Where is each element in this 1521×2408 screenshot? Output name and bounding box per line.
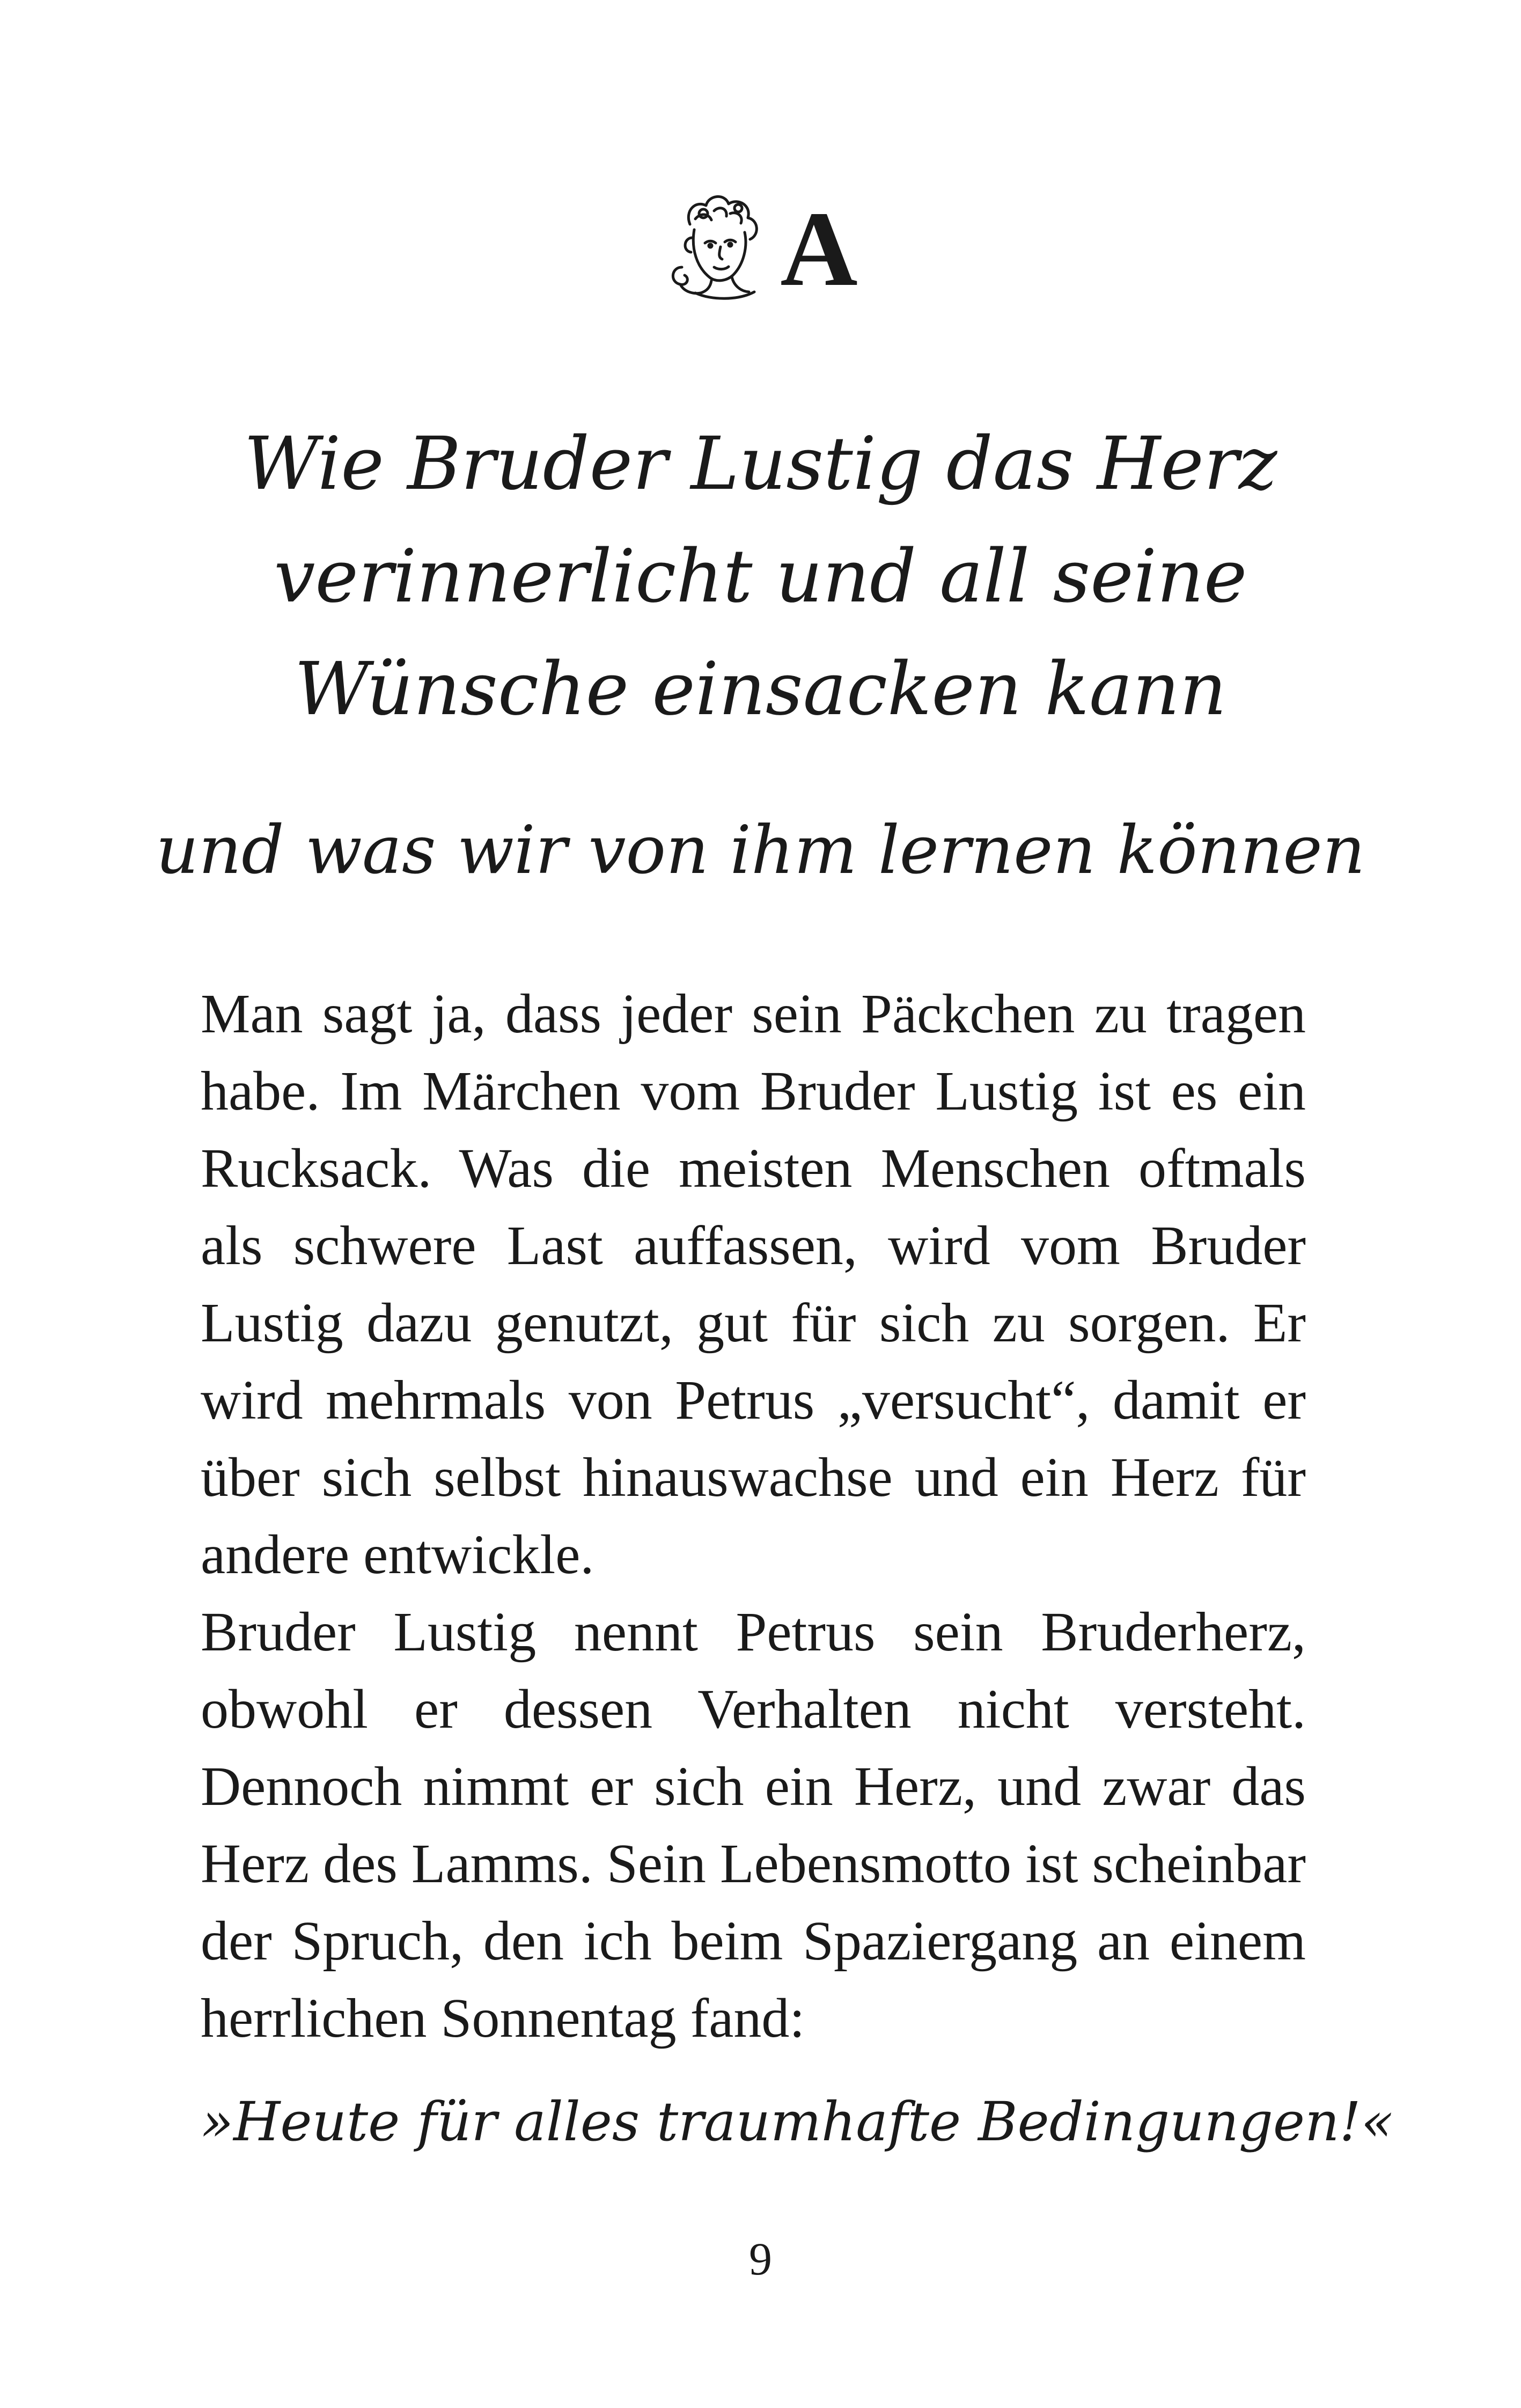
motto-quote: »Heute für alles traumhafte Bedingungen!« bbox=[201, 2090, 1394, 2153]
chapter-title-line: verinnerlicht und all seine bbox=[274, 534, 1247, 619]
section-letter: A bbox=[780, 190, 858, 309]
chapter-subtitle: und was wir von ihm lernen können bbox=[156, 812, 1365, 889]
chapter-title bbox=[0, 408, 1521, 746]
chapter-title-line: Wünsche einsacken kann bbox=[294, 647, 1227, 732]
portrait-vignette-icon bbox=[663, 187, 770, 302]
body-text bbox=[201, 975, 1306, 2057]
page-number: 9 bbox=[749, 2233, 772, 2285]
paragraph: Bruder Lustig nennt Petrus sein Bruderherz, obwohl er dessen Verhalten nicht versteht. Dennoch nimmt er sich ein Herz, und zwar das Herz des Lamms. Sein Lebensmotto ist scheinbar der Spruch, den ich beim Spaziergang an einem herrlichen Sonnentag fand: bbox=[201, 1601, 1306, 2049]
paragraph: Man sagt ja, dass jeder sein Päckchen zu tragen habe. Im Märchen vom Bruder Lustig ist es ein Rucksack. Was die meisten Menschen oftmals als schwere Last auffassen, wird vom Bruder Lustig dazu genutzt, gut für sich zu sorgen. Er wird mehrmals von Petrus „versucht“, damit er über sich selbst hinauswachse und ein Herz für andere entwickle. bbox=[201, 983, 1306, 1585]
chapter-ornament bbox=[0, 182, 1521, 309]
chapter-title-line: Wie Bruder Lustig das Herz bbox=[244, 422, 1277, 506]
